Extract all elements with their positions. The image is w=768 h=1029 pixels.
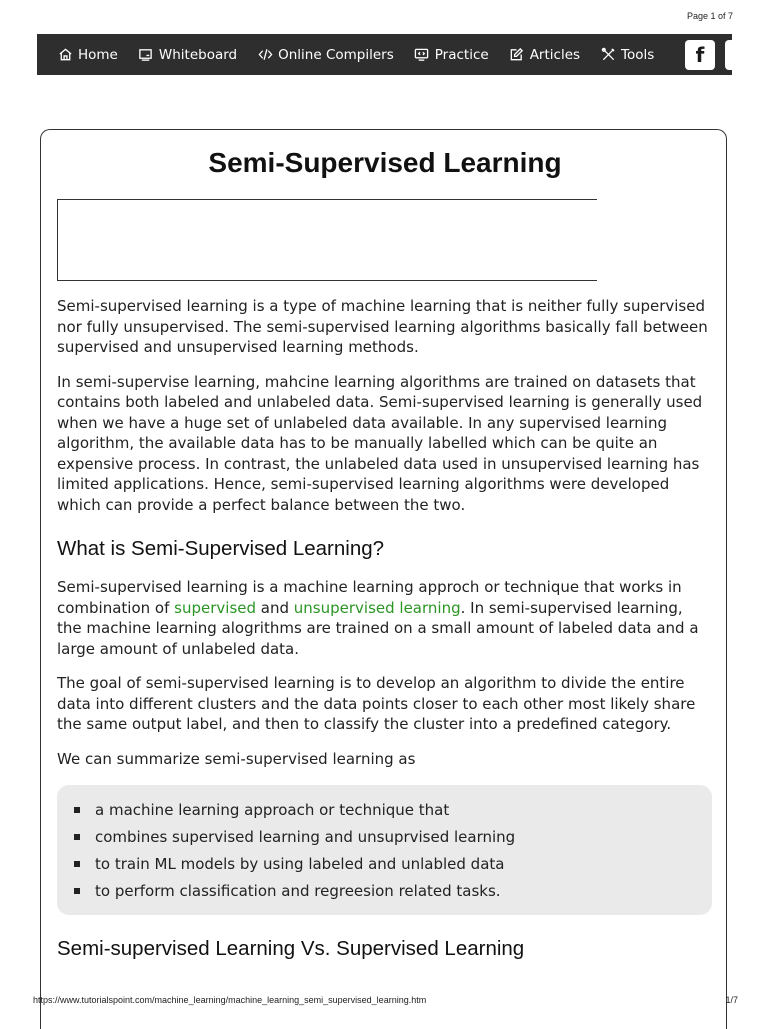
practice-icon — [414, 47, 430, 63]
page-title: Semi-Supervised Learning — [208, 147, 562, 178]
section1-p1-text-before: Semi-supervised learning is a machine learning approch or technique that works in combination of — [57, 578, 682, 617]
summary-box — [57, 785, 712, 915]
intro-paragraph-2: In semi-supervise learning, mahcine learning algorithms are trained on datasets that contains both labeled and unlabeled data. Semi-supervised learning is generally used when we have a huge set of unlabeled data available. In any supervised learning algorithm, the available data has to be manually labelled which can be quite an expensive process. In contrast, the unlabeled data used in unsupervised learning has limited applications. Hence, semi-supervised learning algorithms were developed which can provide a perfect balance between the two. — [57, 372, 703, 514]
nav-item-tools[interactable] — [590, 34, 664, 75]
footer-url: https://www.tutorialspoint.com/machine_learning/machine_learning_semi_supervised_learning.htm — [33, 995, 427, 1005]
summary-list — [73, 797, 696, 905]
nav-label-tools: Tools — [621, 46, 655, 63]
intro-paragraph-1: Semi-supervised learning is a type of machine learning that is neither fully supervised nor fully unsupervised. The semi-supervised learning algorithms basically fall between supervised and unsupervised learning methods. — [57, 297, 708, 356]
section1-p1-text-mid: and — [256, 598, 294, 617]
nav-label-online-compilers: Online Compilers — [278, 46, 394, 63]
top-navbar — [37, 34, 732, 75]
ad-placeholder — [57, 199, 597, 281]
supervised-link[interactable]: supervised — [174, 598, 257, 617]
summary-item: to perform classification and regreesion related tasks. — [73, 878, 696, 905]
edit-icon — [509, 47, 525, 63]
section1-p1-text-after: . In semi-supervised learning, the machine learning alogrithms are trained on a small amount of labeled data and a large amount of unlabeled data. — [57, 598, 699, 658]
nav-item-articles[interactable] — [499, 34, 590, 75]
section-heading-what-is: What is Semi-Supervised Learning? — [57, 537, 385, 560]
summary-item: combines supervised learning and unsuprvised learning — [73, 824, 696, 851]
section1-paragraph-1 — [57, 577, 712, 659]
code-icon — [257, 47, 273, 63]
nav-item-home[interactable] — [37, 34, 128, 75]
home-icon — [57, 47, 73, 63]
facebook-button[interactable] — [685, 40, 715, 70]
summary-item: to train ML models by using labeled and unlabled data — [73, 851, 696, 878]
nav-label-home: Home — [78, 46, 118, 63]
social-button-partial[interactable] — [725, 40, 732, 70]
nav-item-practice[interactable] — [404, 34, 499, 75]
unsupervised-learning-link[interactable]: unsupervised learning — [293, 598, 461, 617]
section1-paragraph-2: The goal of semi-supervised learning is to develop an algorithm to divide the entire data into different clusters and the data points closer to each other most likely share the same output label, and then to classify the cluster into a predefined category. — [57, 674, 696, 733]
section-heading-vs-supervised: Semi-supervised Learning Vs. Supervised Learning — [57, 937, 525, 960]
facebook-icon: f — [695, 43, 705, 67]
article-content — [57, 296, 712, 977]
section1-paragraph-3: We can summarize semi-supervised learning as — [57, 749, 416, 768]
tools-icon — [600, 47, 616, 63]
whiteboard-icon — [138, 47, 154, 63]
nav-label-whiteboard: Whiteboard — [158, 46, 238, 63]
nav-label-practice: Practice — [434, 46, 489, 63]
footer-page-number: 1/7 — [725, 995, 738, 1005]
page-header: Page 1 of 7 — [686, 11, 733, 21]
nav-item-whiteboard[interactable] — [128, 34, 247, 75]
nav-label-articles: Articles — [529, 46, 581, 63]
summary-item: a machine learning approach or technique that — [73, 797, 696, 824]
nav-item-online-compilers[interactable] — [247, 34, 404, 75]
